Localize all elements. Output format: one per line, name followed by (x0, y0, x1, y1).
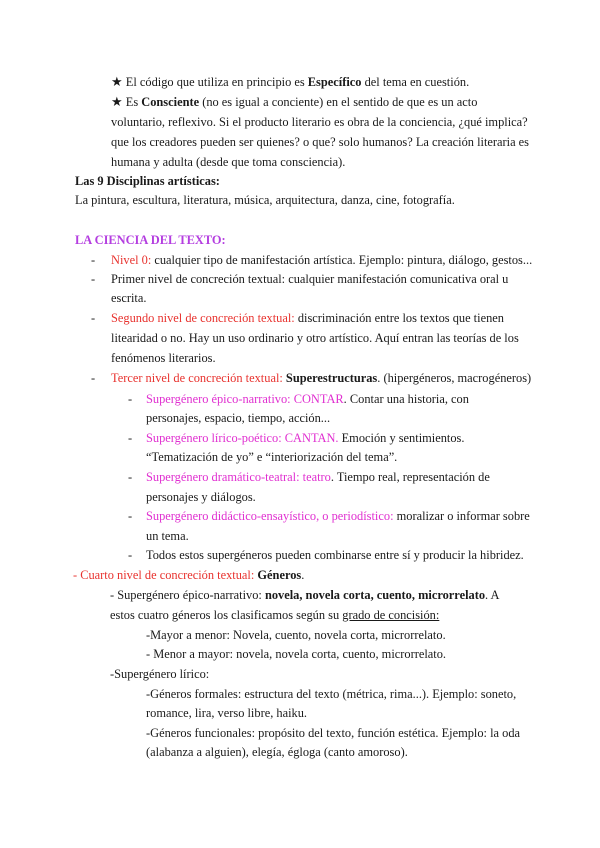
nivel-1-line: escrita. (111, 291, 147, 305)
nivel-2-line: litearidad o no. Hay un uso ordinario y otro artístico. Aquí entran las teorías de los (111, 331, 519, 345)
bullet-dash: - (91, 311, 96, 325)
bullet-dash: - (128, 431, 133, 445)
bullet-dash: - (128, 392, 133, 406)
nivel-4-item: - Cuarto nivel de concreción textual: Géneros. (73, 568, 305, 582)
supergenero-didactico: Supergénero didáctico-ensayístico, o periodístico: moralizar o informar sobre (146, 509, 530, 523)
supergeneros-hibridez: Todos estos supergéneros pueden combinarse entre sí y producir la hibridez. (146, 548, 524, 562)
star-icon: ★ (111, 74, 123, 89)
bullet-dash: - (128, 548, 133, 562)
orden-mayor-menor: -Mayor a menor: Novela, cuento, novela corta, microrrelato. (146, 628, 446, 642)
bullet-dash: - (91, 371, 96, 385)
orden-menor-mayor: - Menor a mayor: novela, novela corta, cuento, microrrelato. (146, 647, 447, 661)
genero-epico-line: estos cuatro géneros los clasificamos según su grado de concisión: (110, 608, 440, 622)
star-icon: ★ (111, 94, 123, 109)
intro-line: que los creadores pueden ser quienes? o que? solo humanos? La creación literaria es (111, 135, 530, 149)
supergenero-dramatico: Supergénero dramático-teatral: teatro. Tiempo real, representación de (146, 470, 490, 484)
supergenero-lirico: Supergénero lírico-poético: CANTAN. Emoción y sentimientos. (146, 431, 465, 445)
generos-funcionales: -Géneros funcionales: propósito del texto, función estética. Ejemplo: la oda (146, 726, 521, 740)
ciencia-heading: LA CIENCIA DEL TEXTO: (75, 233, 226, 247)
bullet-dash: - (128, 509, 133, 523)
intro-paragraph-1: ★ El código que utiliza en principio es Específico del tema en cuestión. (111, 74, 470, 89)
bullet-dash: - (128, 470, 133, 484)
supergenero-didactico-line: un tema. (146, 529, 189, 543)
nivel-3-item: Tercer nivel de concreción textual: Superestructuras. (hipergéneros, macrogéneros) (111, 371, 532, 385)
bullet-dash: - (91, 253, 96, 267)
supergenero-epico: Supergénero épico-narrativo: CONTAR. Contar una historia, con (146, 392, 469, 406)
supergenero-epico-line: personajes, espacio, tiempo, acción... (146, 411, 331, 425)
supergenero-dramatico-line: personajes y diálogos. (146, 490, 256, 504)
intro-line: voluntario, reflexivo. Si el producto literario es obra de la conciencia, ¿qué implica? (111, 115, 528, 129)
nivel-1-item: Primer nivel de concreción textual: cualquier manifestación comunicativa oral u (111, 272, 509, 286)
bullet-dash: - (91, 272, 96, 286)
genero-epico: - Supergénero épico-narrativo: novela, novela corta, cuento, microrrelato. A (110, 588, 500, 602)
intro-paragraph-2: ★ Es Consciente (no es igual a conciente) en el sentido de que es un acto (111, 94, 478, 109)
genero-lirico: -Supergénero lírico: (110, 667, 210, 681)
disciplinas-heading: Las 9 Disciplinas artísticas: (75, 174, 220, 188)
nivel-2-item: Segundo nivel de concreción textual: discriminación entre los textos que tienen (111, 311, 504, 325)
intro-line: humana y adulta (desde que toma consciencia). (111, 155, 346, 169)
nivel-2-line: fenómenos literarios. (111, 351, 216, 365)
generos-funcionales-line: (alabanza a alguien), elegía, égloga (canto amoroso). (146, 745, 408, 759)
nivel-0-item: Nivel 0: cualquier tipo de manifestación artística. Ejemplo: pintura, diálogo, gestos... (111, 253, 533, 267)
generos-formales: -Géneros formales: estructura del texto (métrica, rima...). Ejemplo: soneto, (146, 687, 517, 701)
supergenero-lirico-line: “Tematización de yo” e “interiorización del tema”. (146, 450, 398, 464)
generos-formales-line: romance, lira, verso libre, haiku. (146, 706, 308, 720)
disciplinas-list: La pintura, escultura, literatura, música, arquitectura, danza, cine, fotografía. (75, 193, 455, 207)
